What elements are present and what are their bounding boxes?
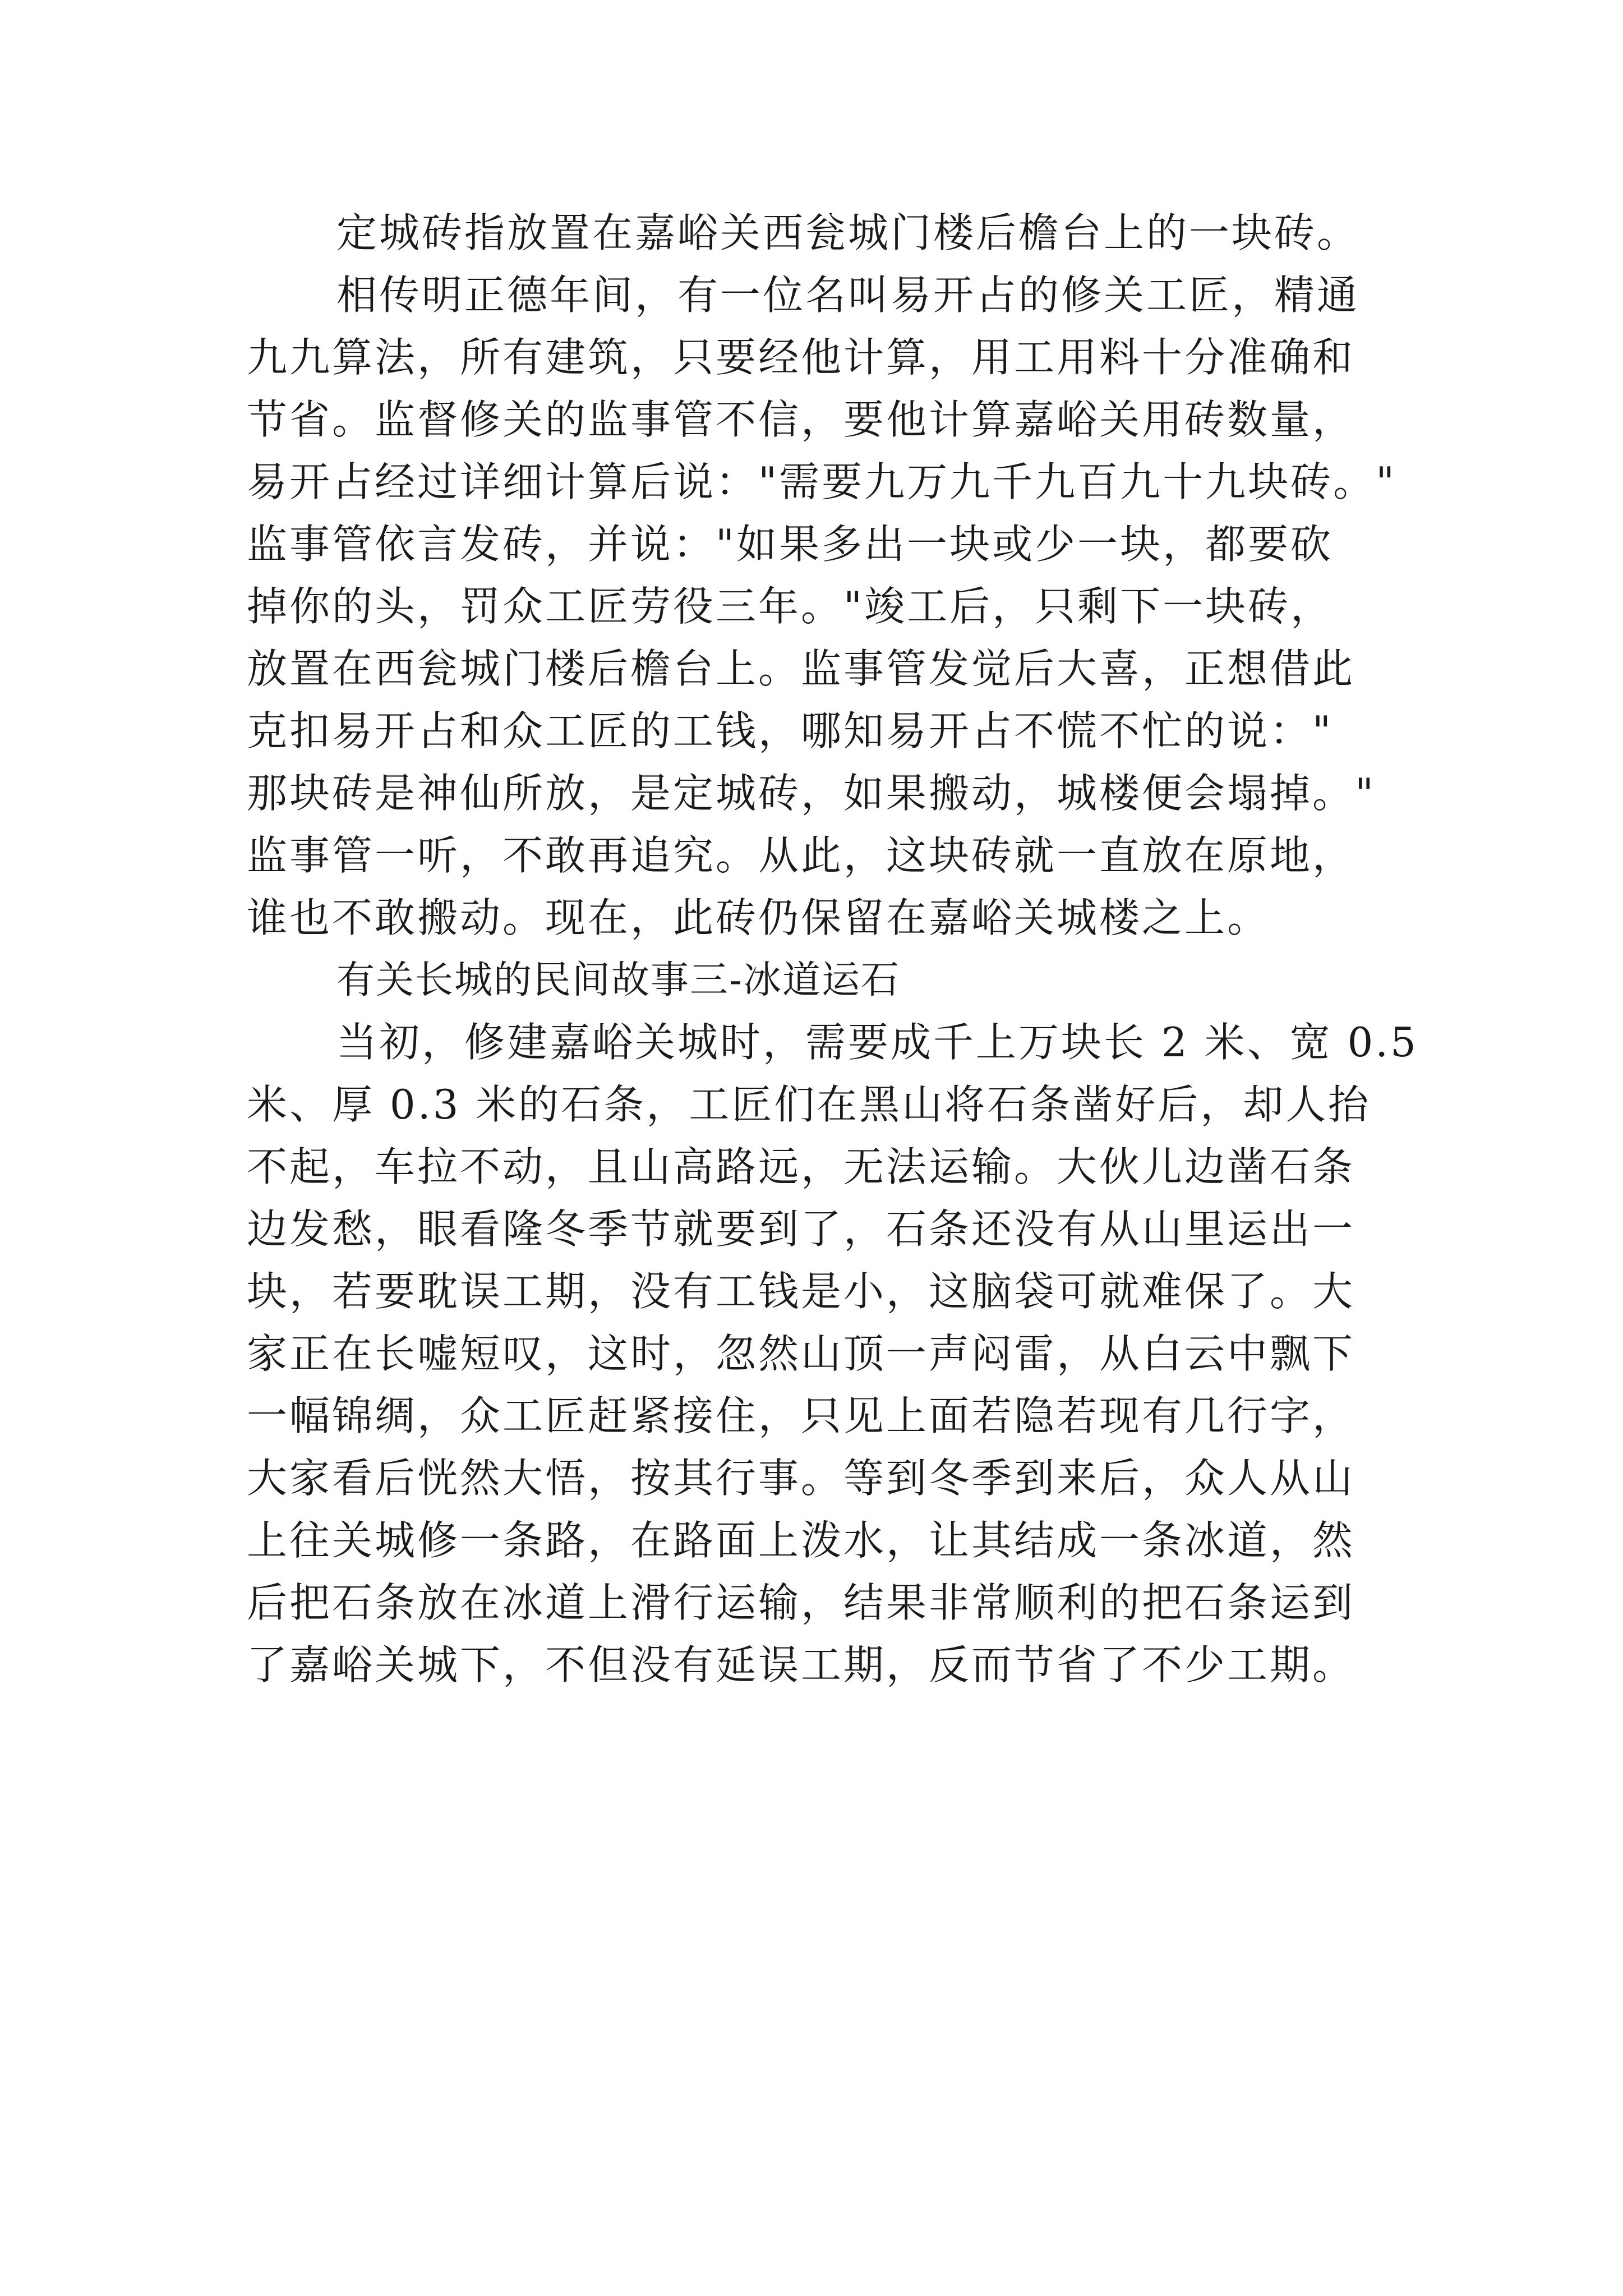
paragraph-line: 定城砖指放置在嘉峪关西瓮城门楼后檐台上的一块砖。 xyxy=(336,209,1360,256)
paragraph-line: 那块砖是神仙所放，是定城砖，如果搬动，城楼便会塌掉。" xyxy=(247,770,1376,817)
paragraph-line: 谁也不敢搬动。现在，此砖仍保留在嘉峪关城楼之上。 xyxy=(247,894,1270,941)
paragraph-line: 了嘉峪关城下，不但没有延误工期，反而节省了不少工期。 xyxy=(247,1641,1355,1688)
paragraph-line: 边发愁，眼看隆冬季节就要到了，石条还没有从山里运出一 xyxy=(247,1205,1355,1253)
paragraph-line: 上往关城修一条路，在路面上泼水，让其结成一条冰道，然 xyxy=(247,1517,1355,1564)
paragraph-line: 相传明正德年间，有一位名叫易开占的修关工匠，精通 xyxy=(336,272,1360,319)
document-body xyxy=(247,202,1418,1696)
paragraph-line: 易开占经过详细计算后说："需要九万九千九百九十九块砖。" xyxy=(247,458,1397,505)
paragraph-line: 块，若要耽误工期，没有工钱是小，这脑袋可就难保了。大 xyxy=(247,1268,1355,1315)
paragraph-line: 监事管一听，不敢再追究。从此，这块砖就一直放在原地， xyxy=(247,832,1355,879)
paragraph-line: 掉你的头，罚众工匠劳役三年。"竣工后，只剩下一块砖， xyxy=(247,583,1334,630)
paragraph-line: 监事管依言发砖，并说："如果多出一块或少一块，都要砍 xyxy=(247,521,1334,568)
paragraph-line: 米、厚 0.3 米的石条，工匠们在黑山将石条凿好后，却人抬 xyxy=(247,1081,1371,1128)
paragraph-line: 九九算法，所有建筑，只要经他计算，用工用料十分准确和 xyxy=(247,334,1355,381)
paragraph-line: 一幅锦绸，众工匠赶紧接住，只见上面若隐若现有几行字， xyxy=(247,1392,1355,1439)
paragraph-line: 放置在西瓮城门楼后檐台上。监事管发觉后大喜，正想借此 xyxy=(247,645,1355,692)
paragraph-line: 家正在长嘘短叹，这时，忽然山顶一声闷雷，从白云中飘下 xyxy=(247,1330,1355,1377)
paragraph-line: 节省。监督修关的监事管不信，要他计算嘉峪关用砖数量， xyxy=(247,396,1355,443)
paragraph-line: 克扣易开占和众工匠的工钱，哪知易开占不慌不忙的说：" xyxy=(247,707,1334,754)
paragraph-line: 当初，修建嘉峪关城时，需要成千上万块长 2 米、宽 0.5 xyxy=(336,1019,1418,1066)
paragraph-line: 大家看后恍然大悟，按其行事。等到冬季到来后，众人从山 xyxy=(247,1455,1355,1502)
paragraph-line: 不起，车拉不动，且山高路远，无法运输。大伙儿边凿石条 xyxy=(247,1143,1355,1190)
section-heading: 有关长城的民间故事三-冰道运石 xyxy=(336,958,900,1002)
paragraph-line: 后把石条放在冰道上滑行运输，结果非常顺利的把石条运到 xyxy=(247,1579,1355,1626)
